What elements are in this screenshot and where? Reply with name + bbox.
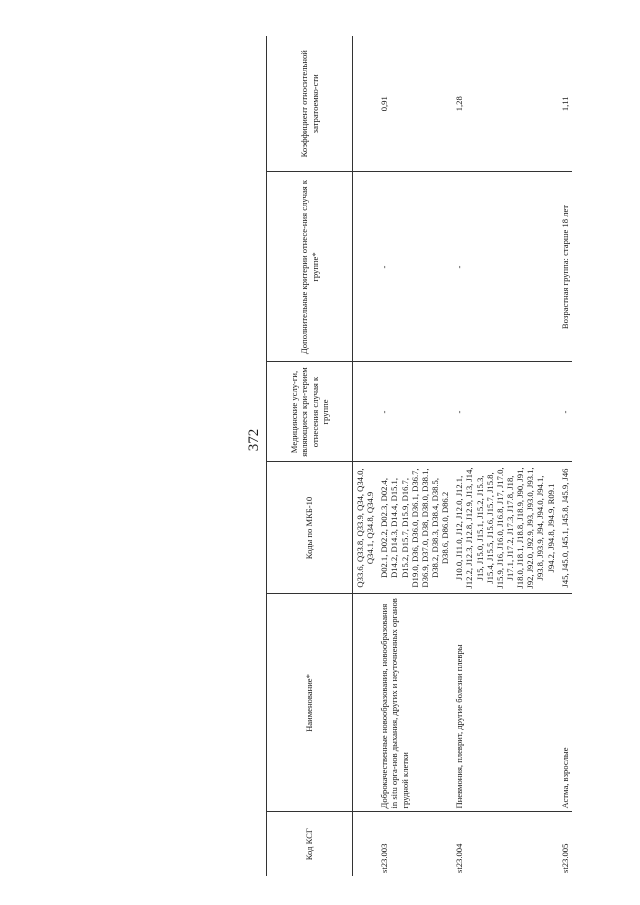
header-medical-services: Медицинские услу-ги, являющиеся кри-терием отнесения случая к группе: [267, 362, 353, 462]
page-number: 372: [246, 428, 262, 452]
header-name: Наименование*: [267, 594, 353, 812]
table-header-row: [267, 36, 353, 876]
header-coefficient: Коэффициент относительной затратоемко-сти: [267, 36, 353, 172]
cell-additional-criteria: -: [377, 172, 452, 362]
header-additional-criteria: Дополнительные критерии отнесе-ния случая к группе*: [267, 172, 353, 362]
cell-coefficient: 0,91: [377, 36, 452, 172]
cell-mkb: D02.1, D02.2, D02.3, D02.4, D14.2, D14.3, D14.4, D15.1, D15.2, D15.7, D15.9, D16.7, D19.0, D36, D36.0, D36.1, D36.7, D36.9, D37.0, D38, D38.0, D38.1, D38.2, D38.3, D38.4, D38.5, D38.6, D86.0, D86.2: [377, 462, 452, 594]
cell-medical-services: -: [558, 362, 572, 462]
table-row-continuation: [353, 36, 378, 876]
cell-name: Астма, взрослые: [558, 594, 572, 812]
cell-medical-services: -: [452, 362, 557, 462]
cell-coefficient: 1,28: [452, 36, 557, 172]
cell-code: st23.005: [559, 843, 570, 873]
cell-mkb: J45, J45.0, J45.1, J45.8, J45.9, J46: [558, 462, 572, 594]
cell-code: st23.003: [379, 843, 390, 873]
cell-coefficient: 1,11: [558, 36, 572, 172]
ksg-table: [266, 36, 572, 876]
cell-additional-criteria: -: [452, 172, 557, 362]
table-row: [452, 36, 557, 876]
cell-mkb-continuation: Q33.6, Q33.8, Q33.9, Q34, Q34.0, Q34.1, Q34.8, Q34.9: [353, 462, 378, 594]
cell-name: Пневмония, плеврит, другие болезни плевры: [452, 594, 557, 812]
cell-additional-criteria: Возрастная группа: старше 18 лет: [558, 172, 572, 362]
cell-mkb: J10.0, J11.0, J12, J12.0, J12.1, J12.2, J12.3, J12.8, J12.9, J13, J14, J15, J15.0, J15.1, J15.2, J15.3, J15.4, J15.5, J15.6, J15.7, J15.8, J15.9, J16, J16.0, J16.8, J17, J17.0, J17.1, J17.2, J17.3, J17.8, J18, J18.0, J18.1, J18.8, J18.9, J90, J91, J92, J92.0, J92.9, J93, J93.0, J93.1, J93.8, J93.9, J94, J94.0, J94.1, J94.2, J94.8, J94.9, R09.1: [452, 462, 557, 594]
table-row: [377, 36, 452, 876]
header-mkb: Коды по МКБ-10: [267, 462, 353, 594]
cell-name: Доброкачественные новообразования, новообразования in situ орга-нов дыхания, других и неуточненных органов грудной клетки: [377, 594, 452, 812]
header-code: Код КСГ: [267, 812, 353, 876]
cell-code: st23.004: [454, 843, 465, 873]
table-row: [558, 36, 572, 876]
rotated-table-area: [26, 36, 622, 876]
cell-medical-services: -: [377, 362, 452, 462]
